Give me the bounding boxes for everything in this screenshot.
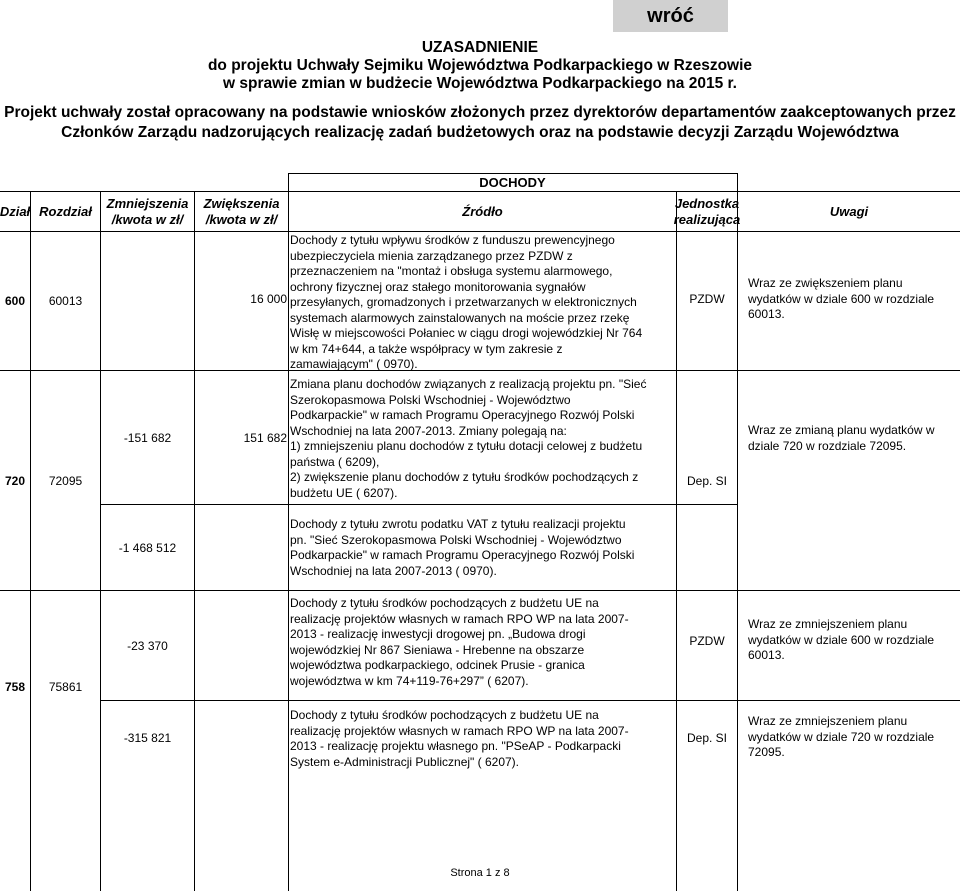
section-header: DOCHODY — [479, 175, 546, 190]
zrodlo-line: Podkarpackie" w ramach Programu Operacyjnego Rozwój Polski — [290, 548, 635, 562]
uwagi-line: wydatków w dziale 720 w rozdziale — [748, 729, 935, 744]
zrodlo-cell — [290, 596, 629, 689]
zrodlo-line: wojewódzkiej Nr 867 Sieniawa - Hrebenne na obszarze — [290, 642, 585, 657]
zrodlo-line: 1) zmniejszeniu planu dochodów z tytułu dotacji celowej z budżetu — [290, 439, 643, 453]
jednostka-cell: PZDW — [689, 634, 725, 648]
jednostka-cell: PZDW — [689, 292, 725, 306]
document-title — [0, 39, 960, 93]
intro-paragraph — [0, 103, 960, 143]
rozdzial-cell: 75861 — [48, 679, 83, 694]
header-zmniejszenia-line1: Zmniejszenia — [106, 195, 189, 211]
table-border — [100, 504, 737, 505]
zrodlo-cell — [290, 233, 642, 373]
zmniejszenia-cell: -1 468 512 — [118, 540, 177, 555]
zrodlo-line: Wschodniej na lata 2007-2013 ( 0970). — [290, 563, 497, 578]
header-jednostka — [673, 192, 741, 231]
uwagi-line: wydatków w dziale 600 w rozdziale — [748, 632, 935, 647]
uwagi-line: Wraz ze zwiększeniem planu — [748, 276, 903, 290]
zrodlo-line: Dochody z tytułu środków pochodzących z budżetu UE na — [290, 708, 599, 722]
zrodlo-line: budżetu UE ( 6207). — [290, 485, 398, 500]
table-border — [737, 173, 738, 891]
uwagi-line: 60013. — [748, 648, 785, 662]
zrodlo-line: województwa podkarpackiego, odcinek Prusie - granica — [290, 658, 585, 672]
zrodlo-line: zamawiającym" ( 0970). — [290, 357, 418, 371]
zrodlo-line: w km 74+644, a także współpracy w tym zakresie z — [290, 341, 563, 356]
uwagi-line: Wraz ze zmniejszeniem planu — [748, 714, 908, 728]
zrodlo-line: państwa ( 6209), — [290, 454, 380, 469]
zrodlo-line: pn. "Sieć Szerokopasmowa Polski Wschodniej - Województwo — [290, 532, 622, 547]
dzial-cell: 720 — [4, 473, 26, 488]
zrodlo-line: 2013 - realizację inwestycji drogowej pn. „Budowa drogi — [290, 627, 586, 641]
zrodlo-line: przesyłanych, gromadzonych i przetwarzanych w elektronicznych — [290, 295, 637, 309]
zrodlo-cell — [290, 708, 629, 770]
jednostka-cell: Dep. SI — [686, 473, 728, 488]
intro-line-2: Członków Zarządu nadzorujących realizację zadań budżetowych oraz na podstawie decyzji Zarządu Województwa — [61, 124, 899, 141]
zrodlo-cell — [290, 377, 646, 501]
zrodlo-line: System e-Administracji Publicznej" ( 6207). — [290, 754, 520, 769]
uwagi-cell — [748, 714, 934, 761]
uwagi-line: 60013. — [748, 307, 785, 321]
title-line-3: w sprawie zmian w budżecie Województwa Podkarpackiego na 2015 r. — [223, 75, 737, 92]
uwagi-line: dziale 720 w rozdziale 72095. — [748, 438, 907, 453]
jednostka-cell: Dep. SI — [686, 731, 728, 745]
zrodlo-line: Szerokopasmowa Polski Wschodniej - Województwo — [290, 392, 571, 407]
table-border — [288, 173, 289, 891]
zmniejszenia-cell: -315 821 — [123, 731, 172, 745]
zrodlo-line: ochrony fizycznej oraz stałego monitorowania sygnałów — [290, 279, 586, 294]
zrodlo-cell — [290, 517, 634, 579]
header-dzial: Dział — [0, 204, 31, 219]
zrodlo-line: Dochody z tytułu zwrotu podatku VAT z tytułu realizacji projektu — [290, 517, 626, 531]
intro-line-1: Projekt uchwały został opracowany na podstawie wniosków złożonych przez dyrektorów departamentów zaakceptowanych przez — [4, 104, 956, 121]
uwagi-line: Wraz ze zmniejszeniem planu — [748, 617, 908, 631]
zrodlo-line: Wisłę w miejscowości Połaniec w ciągu drogi wojewódzkiej Nr 764 — [290, 326, 643, 340]
uwagi-cell — [748, 617, 934, 664]
header-zmniejszenia-line2: /kwota w zł/ — [111, 211, 184, 227]
zrodlo-line: realizację projektów własnych w ramach RPO WP na lata 2007- — [290, 611, 629, 626]
table-border — [0, 231, 960, 232]
header-zrodlo: Źródło — [462, 204, 503, 219]
title-line-1: UZASADNIENIE — [421, 39, 539, 56]
header-jednostka-line1: Jednostka — [674, 195, 740, 211]
title-line-2: do projektu Uchwały Sejmiku Województwa Podkarpackiego w Rzeszowie — [207, 57, 753, 74]
zrodlo-line: ubezpieczyciela mienia zarządzanego przez PZDW z — [290, 248, 573, 263]
back-button[interactable]: wróć — [613, 0, 728, 32]
uwagi-line: wydatków w dziale 600 w rozdziale — [748, 291, 935, 306]
page-number: Strona 1 z 8 — [450, 867, 510, 879]
header-uwagi: Uwagi — [829, 204, 869, 219]
rozdzial-cell: 60013 — [48, 294, 83, 308]
table-border — [100, 700, 960, 701]
uwagi-cell — [748, 423, 935, 454]
zrodlo-line: Dochody z tytułu wpływu środków z funduszu prewencyjnego — [290, 233, 615, 247]
zrodlo-line: Wschodniej na lata 2007-2013. Zmiany polegają na: — [290, 423, 567, 438]
zrodlo-line: przeznaczeniem na "montaż i obsługa systemu alarmowego, — [290, 264, 613, 278]
dzial-cell: 758 — [4, 679, 26, 694]
dzial-cell: 600 — [4, 294, 26, 308]
header-zwiekszenia — [195, 192, 288, 231]
zwiekszenia-cell: 151 682 — [243, 430, 287, 445]
zrodlo-line: realizację projektów własnych w ramach RPO WP na lata 2007- — [290, 723, 629, 738]
zmniejszenia-cell: -151 682 — [123, 430, 172, 445]
uwagi-line: 72095. — [748, 745, 785, 759]
rozdzial-cell: 72095 — [48, 473, 83, 488]
zrodlo-line: województwa w km 74+119-76+297” ( 6207). — [290, 673, 529, 688]
zrodlo-line: systemach alarmowych zainstalowanych na moście przez rzekę — [290, 310, 630, 325]
header-jednostka-line2: realizująca — [673, 211, 741, 227]
zmniejszenia-cell: -23 370 — [127, 638, 168, 653]
zrodlo-line: Zmiana planu dochodów związanych z realizacją projektu pn. "Sieć — [290, 377, 647, 391]
uwagi-cell — [748, 276, 934, 323]
header-zmniejszenia — [101, 192, 194, 231]
zrodlo-line: 2013 - realizację projektu własnego pn. "PSeAP - Podkarpacki — [290, 739, 621, 753]
zrodlo-line: 2) zwiększenie planu dochodów z tytułu środków pochodzących z — [290, 470, 639, 484]
zrodlo-line: Podkarpackie" w ramach Programu Operacyjnego Rozwój Polski — [290, 408, 635, 422]
zwiekszenia-cell: 16 000 — [250, 292, 287, 306]
header-zwiekszenia-line1: Zwiększenia — [203, 195, 280, 211]
header-rozdzial: Rozdział — [39, 204, 92, 219]
zrodlo-line: Dochody z tytułu środków pochodzących z budżetu UE na — [290, 596, 599, 610]
header-zwiekszenia-line2: /kwota w zł/ — [205, 211, 278, 227]
uwagi-line: Wraz ze zmianą planu wydatków w — [748, 423, 935, 437]
